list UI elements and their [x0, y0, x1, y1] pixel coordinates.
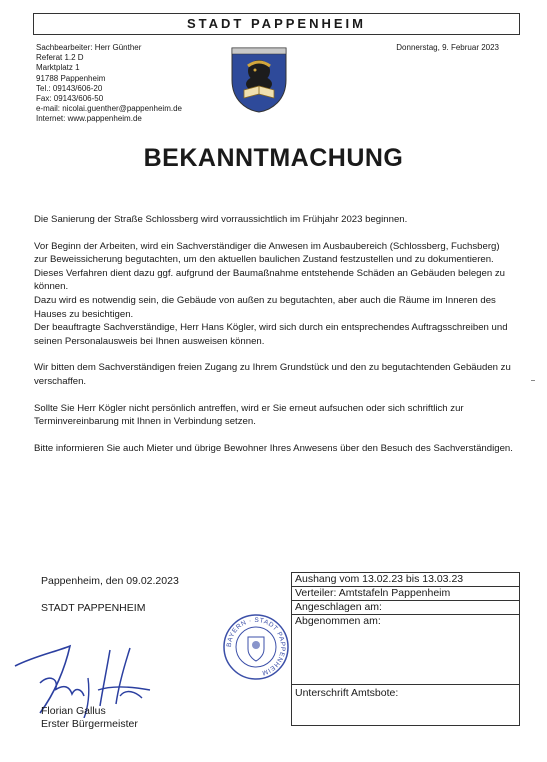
body-paragraph: Der beauftragte Sachverständige, Herr Hans Kögler, wird sich durch ein entsprechendes Auftragsschreiben und seinen Personalausweis bei Ihnen ausweisen können.	[34, 322, 508, 347]
sender-line: Fax: 09143/606-50	[36, 94, 104, 104]
posting-period: Aushang vom 13.02.23 bis 13.03.23	[292, 573, 519, 587]
body-paragraph: Vor Beginn der Arbeiten, wird ein Sachverständiger die Anwesen im Ausbaubereich (Schlossberg, Fuchsberg) zur Beweissicherung begutachten, um den aktuellen baulichen Zustand festzustellen und zu dokumentieren.	[34, 240, 500, 266]
letterhead-title: STADT PAPPENHEIM	[33, 13, 520, 35]
signer-title: Erster Bürgermeister	[41, 718, 138, 730]
page-title: BEKANNTMACHUNG	[143, 144, 404, 172]
issuing-authority: STADT PAPPENHEIM	[41, 602, 146, 614]
scan-mark	[531, 380, 535, 381]
messenger-signature-field: Unterschrift Amtsbote:	[295, 687, 399, 699]
body-paragraph: Wir bitten dem Sachverständigen freien Zugang zu Ihrem Grundstück und den zu begutachtenden Gebäuden zu verschaffen.	[34, 362, 511, 387]
body-paragraph: Dazu wird es notwendig sein, die Gebäude von außen zu begutachten, aber auch die Räume im Inneren des Hauses zu besichtigen.	[34, 294, 496, 320]
removed-on-field: Abgenommen am:	[292, 615, 519, 685]
body-paragraph: Dieses Verfahren dient dazu ggf. aufgrund der Baumaßnahme entstehende Schäden an Gebäuden belegen zu können.	[34, 267, 505, 293]
sender-line: Marktplatz 1	[36, 63, 80, 73]
sender-line: Tel.: 09143/606-20	[36, 83, 103, 93]
notice-body	[34, 213, 514, 455]
seal-text: BAYERN · STADT PAPPENHEIM	[225, 616, 287, 677]
sender-website-link[interactable]: Internet: www.pappenheim.de	[36, 114, 142, 124]
signer-block	[41, 705, 138, 731]
sender-block	[36, 43, 182, 125]
body-paragraph: Sollte Sie Herr Kögler nicht persönlich antreffen, wird er Sie erneut aufsuchen oder sich schriftlich zur Terminvereinbarung mit Ihnen in Verbindung setzen.	[34, 402, 464, 428]
letter-date: Donnerstag, 9. Februar 2023	[396, 43, 499, 52]
posting-record-box	[291, 572, 520, 726]
signer-name: Florian Gallus	[41, 705, 106, 717]
coat-of-arms-icon	[228, 44, 290, 114]
posted-on-field: Angeschlagen am:	[292, 601, 519, 615]
body-paragraph: Die Sanierung der Straße Schlossberg wird vorraussichtlich im Frühjahr 2023 beginnen.	[34, 214, 408, 225]
sender-line: Sachbearbeiter: Herr Günther	[36, 43, 142, 52]
official-seal-stamp	[222, 613, 290, 681]
place-date: Pappenheim, den 09.02.2023	[41, 575, 179, 587]
body-paragraph: Bitte informieren Sie auch Mieter und übrige Bewohner Ihres Anwesens über den Besuch des Sachverständigen.	[34, 442, 513, 454]
sender-email-link[interactable]: e-mail: nicolai.guenther@pappenheim.de	[36, 104, 182, 114]
distribution: Verteiler: Amtstafeln Pappenheim	[292, 587, 519, 601]
sender-line: Referat 1.2 D	[36, 53, 84, 63]
sender-line: 91788 Pappenheim	[36, 73, 106, 83]
